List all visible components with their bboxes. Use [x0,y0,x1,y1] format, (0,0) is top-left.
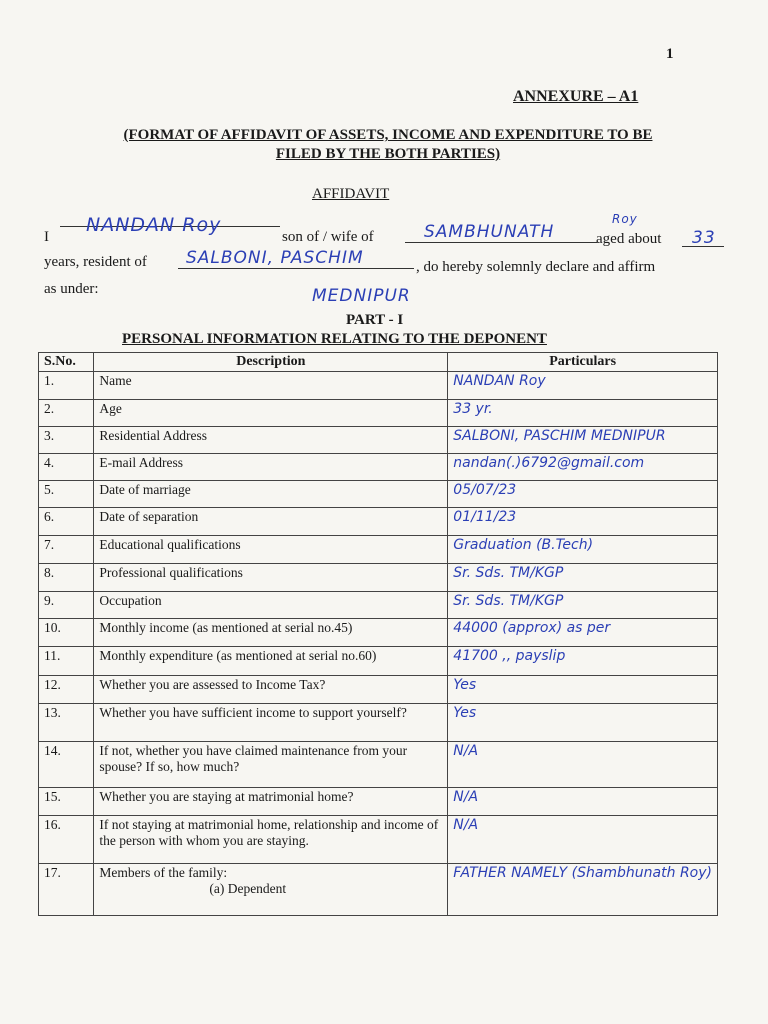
table-row [39,619,718,647]
row-description [94,788,448,816]
row-sno: 9. [39,592,94,619]
decl-i: I [44,229,49,245]
row-description [94,508,448,536]
row-sno: 12. [39,676,94,704]
row-particulars [448,816,718,864]
form-heading [58,126,718,164]
row-sno: 8. [39,564,94,592]
row-particulars [448,481,718,508]
row-description-text: Whether you are staying at matrimonial home? [99,789,354,804]
row-description [94,427,448,454]
row-particulars [448,427,718,454]
table-row [39,647,718,676]
row-particulars [448,454,718,481]
row-sno: 6. [39,508,94,536]
father-blank-line [405,242,597,243]
header-description: Description [94,353,448,372]
row-description [94,481,448,508]
handwritten-value: 05/07/23 [453,482,517,498]
row-description [94,816,448,864]
header-particulars: Particulars [448,353,718,372]
row-description-text: Date of marriage [99,482,191,497]
row-description-text: Monthly expenditure (as mentioned at serial no.60) [99,648,377,663]
row-description-text: E-mail Address [99,455,183,470]
table-row [39,400,718,427]
handwritten-value: Sr. Sds. TM/KGP [453,593,564,609]
row-description-text: Name [99,373,132,388]
residence-blank-line [178,268,414,269]
row-description [94,592,448,619]
table-row [39,676,718,704]
handwritten-value: 41700 ,, payslip [453,648,566,664]
row-description-text: If not, whether you have claimed maintenance from your spouse? If so, how much? [99,743,408,774]
row-sno: 2. [39,400,94,427]
row-sno: 7. [39,536,94,564]
row-particulars [448,372,718,400]
row-description-text: If not staying at matrimonial home, relationship and income of the person with whom you are staying. [99,817,439,848]
row-description-text: Monthly income (as mentioned at serial no.45) [99,620,353,635]
row-sno: 5. [39,481,94,508]
handwritten-value: Yes [453,677,477,693]
handwritten-value: N/A [453,789,479,805]
table-row [39,742,718,788]
decl-years-resident: years, resident of [44,254,147,270]
row-description [94,372,448,400]
row-description-text: Age [99,401,122,416]
table-header-row [39,353,718,372]
row-description [94,536,448,564]
row-particulars [448,508,718,536]
handwritten-residence: SALBONI, PASCHIM [186,248,364,268]
row-description-text: Whether you have sufficient income to support yourself? [99,705,407,720]
row-particulars [448,742,718,788]
decl-as-under: as under: [44,281,99,297]
handwritten-value: N/A [453,817,479,833]
handwritten-value: 44000 (approx) as per [453,620,611,636]
handwritten-name: NANDAN Roy [86,214,222,236]
handwritten-value: nandan(.)6792@gmail.com [453,455,645,471]
handwritten-value: 01/11/23 [453,509,517,525]
row-sno: 4. [39,454,94,481]
row-description [94,454,448,481]
row-description [94,864,448,916]
table-row [39,564,718,592]
table-row [39,536,718,564]
handwritten-age: 33 [692,228,716,248]
part-label: PART - I [346,312,404,328]
personal-info-table [38,352,718,916]
handwritten-value: Yes [453,705,477,721]
heading-line-2: FILED BY THE BOTH PARTIES) [275,146,501,162]
heading-line-1: (FORMAT OF AFFIDAVIT OF ASSETS, INCOME AND EXPENDITURE TO BE [123,127,653,143]
decl-aged-about: aged about [596,231,662,247]
table-row [39,704,718,742]
handwritten-father: SAMBHUNATH [424,222,555,242]
row-description-text: Educational qualifications [99,537,241,552]
row-particulars [448,619,718,647]
row-particulars [448,864,718,916]
handwritten-residence-2: MEDNIPUR [312,286,411,306]
annexure-label: ANNEXURE – A1 [513,88,639,105]
row-description-text: Members of the family: [99,865,228,880]
row-description-text: Professional qualifications [99,565,243,580]
row-description [94,676,448,704]
row-sno: 14. [39,742,94,788]
decl-solemnly: , do hereby solemnly declare and affirm [416,259,656,275]
handwritten-value: N/A [453,743,479,759]
row-particulars [448,592,718,619]
row-description [94,400,448,427]
row-description-text: Occupation [99,593,162,608]
row-sno: 15. [39,788,94,816]
table-row [39,508,718,536]
row-particulars [448,704,718,742]
row-description [94,619,448,647]
header-sno: S.No. [39,353,94,372]
row-description [94,742,448,788]
row-sno: 11. [39,647,94,676]
row-sno: 13. [39,704,94,742]
table-row [39,481,718,508]
row-sno: 16. [39,816,94,864]
row-description-text: Whether you are assessed to Income Tax? [99,677,326,692]
affidavit-title: AFFIDAVIT [312,186,390,202]
row-description [94,647,448,676]
table-row [39,864,718,916]
row-particulars [448,564,718,592]
row-sno: 1. [39,372,94,400]
row-particulars [448,788,718,816]
handwritten-value: 33 yr. [453,401,493,417]
row-particulars [448,647,718,676]
row-description-text: Residential Address [99,428,207,443]
handwritten-value: FATHER NAMELY (Shambhunath Roy) [453,865,712,881]
table-row [39,372,718,400]
table-row [39,427,718,454]
row-description [94,564,448,592]
row-particulars [448,676,718,704]
table-row [39,454,718,481]
page-number: 1 [666,46,674,62]
row-particulars [448,400,718,427]
handwritten-father-surname: Roy [612,212,638,226]
row-sno: 17. [39,864,94,916]
table-row [39,816,718,864]
handwritten-value: NANDAN Roy [453,373,546,389]
table-row [39,788,718,816]
row-particulars [448,536,718,564]
handwritten-value: Sr. Sds. TM/KGP [453,565,564,581]
row-sno: 10. [39,619,94,647]
handwritten-value: Graduation (B.Tech) [453,537,594,553]
row-description [94,704,448,742]
part-title: PERSONAL INFORMATION RELATING TO THE DEPONENT [122,331,547,347]
handwritten-value: SALBONI, PASCHIM MEDNIPUR [453,428,666,444]
row-sno: 3. [39,427,94,454]
row-description-text: Date of separation [99,509,199,524]
table-row [39,592,718,619]
row-description-subitem: (a) Dependent [209,881,287,896]
decl-son-of: son of / wife of [282,229,374,245]
